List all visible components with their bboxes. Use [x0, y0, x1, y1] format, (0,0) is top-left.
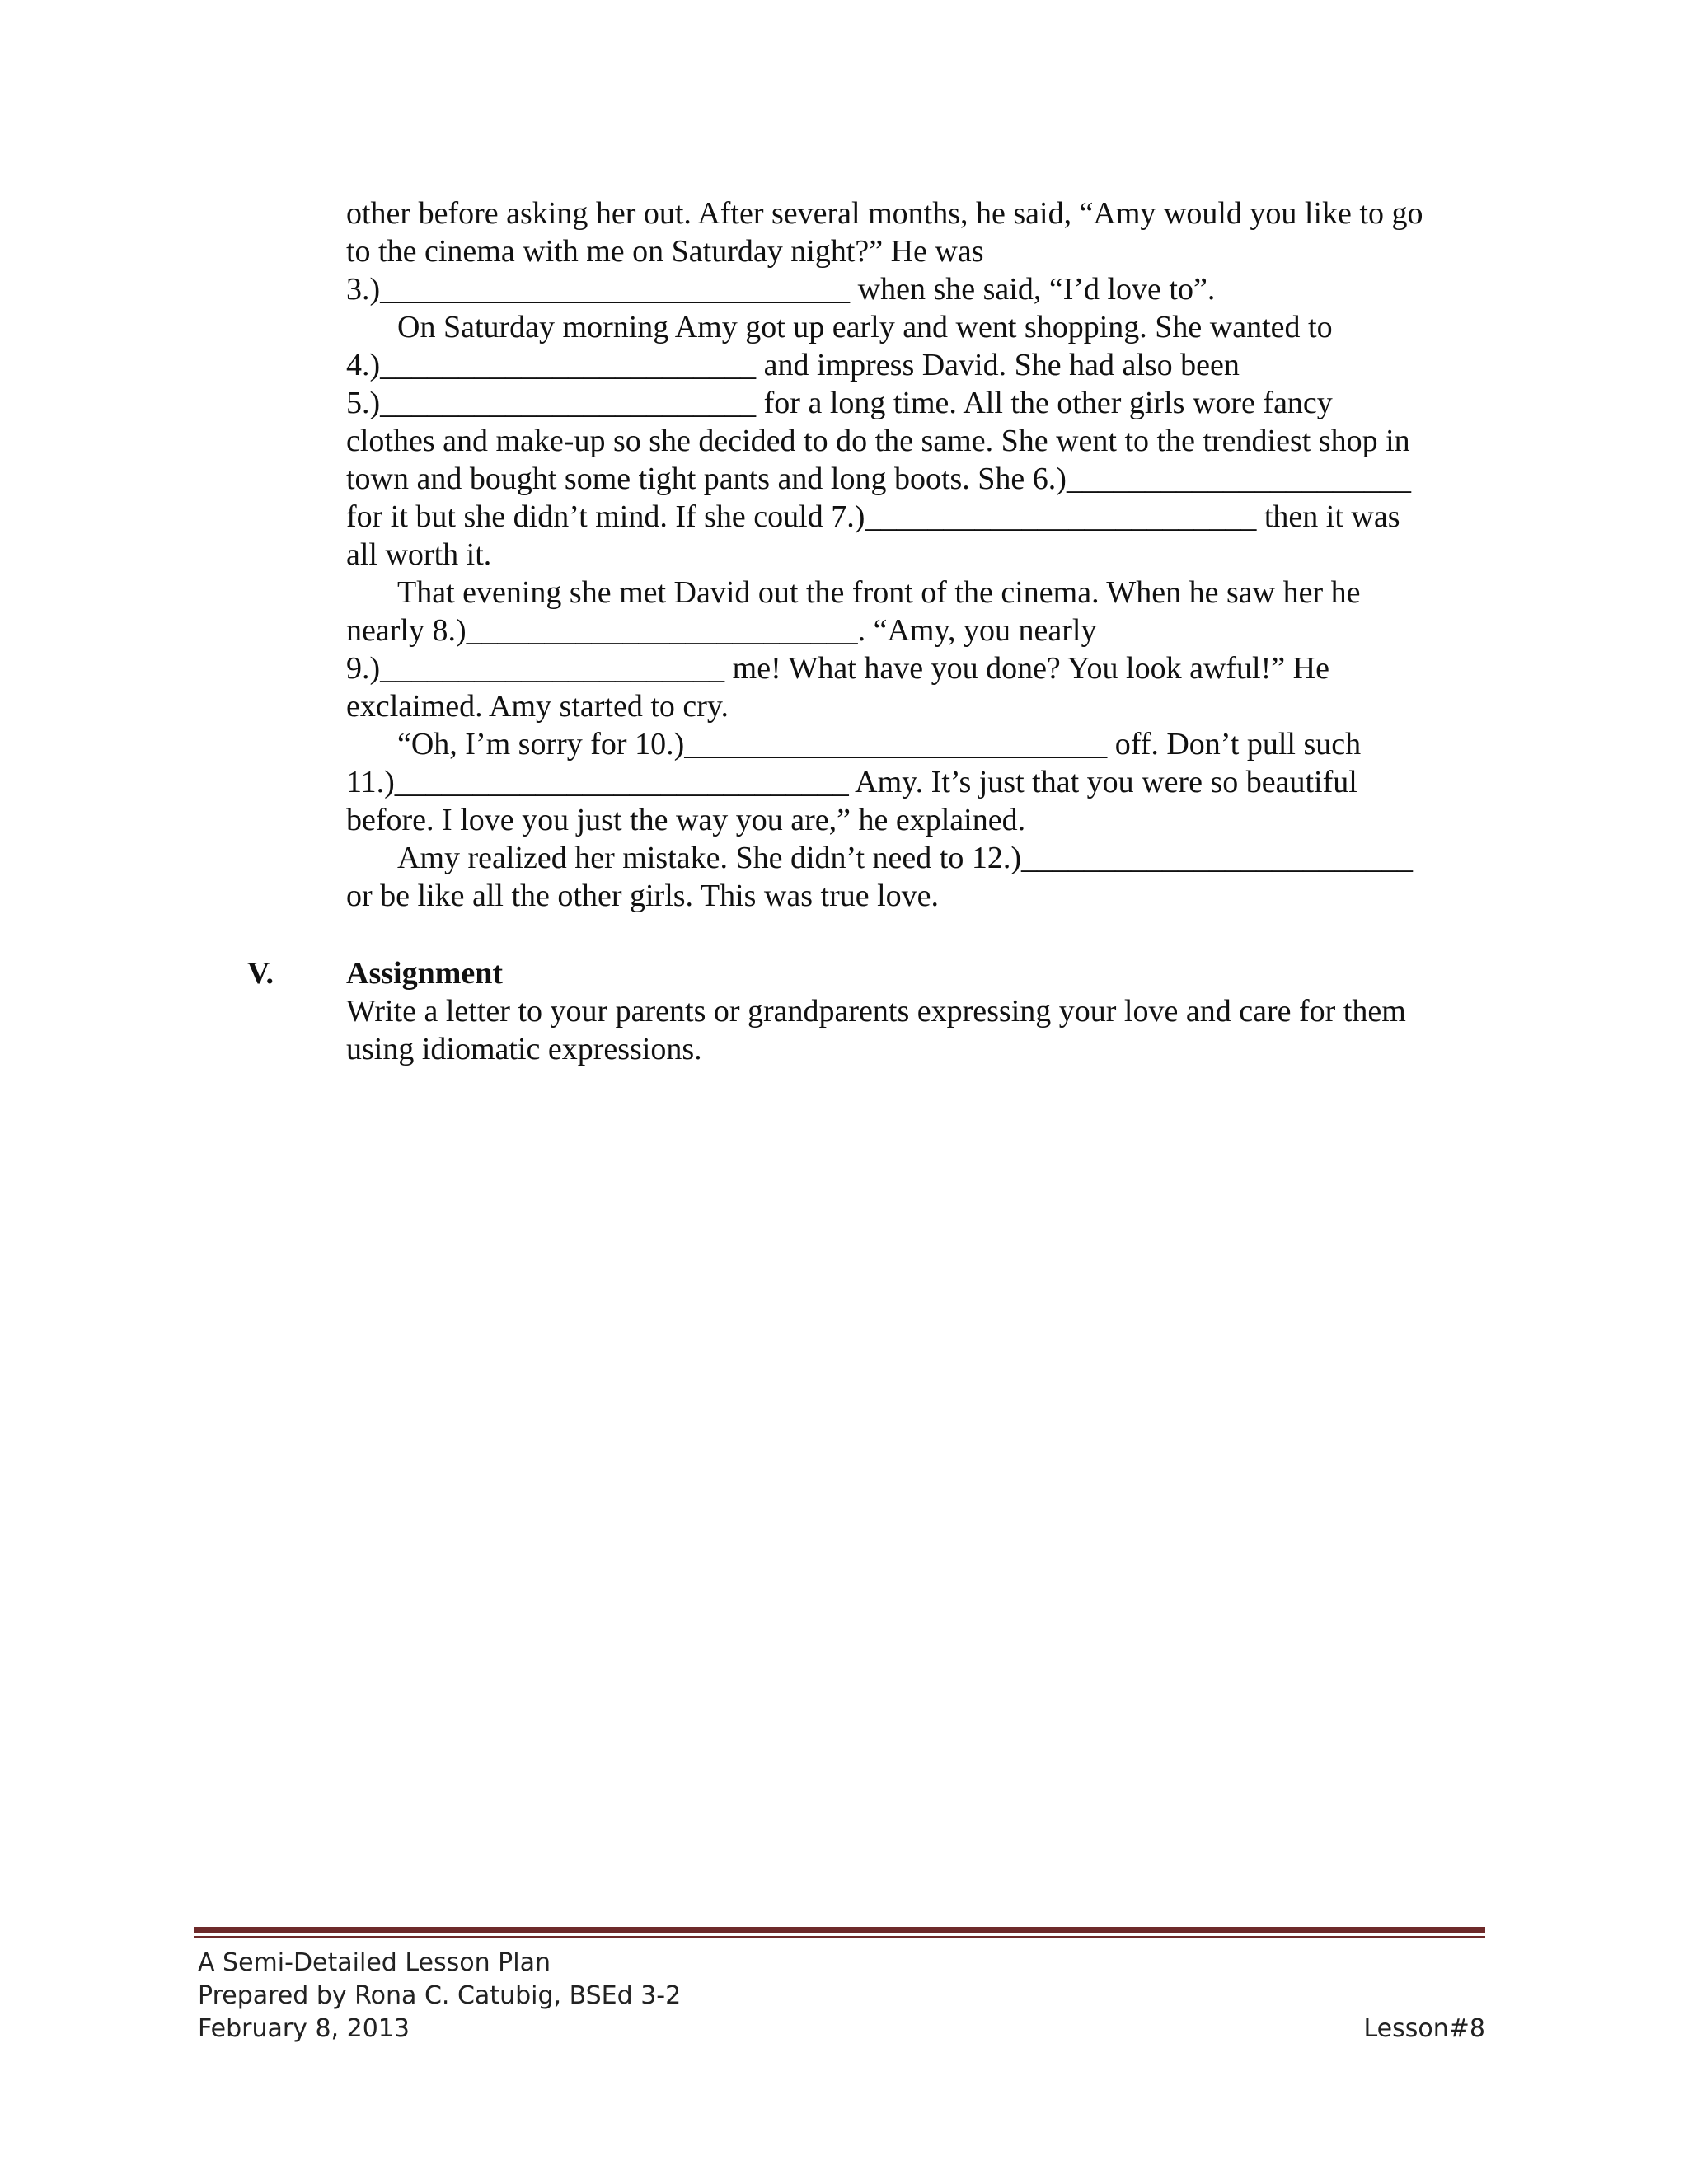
story-line: town and bought some tight pants and long boots. She 6.)______________________	[346, 462, 1411, 496]
story-line: 5.)________________________ for a long time. All the other girls wore fancy	[346, 386, 1333, 420]
story-line: other before asking her out. After several months, he said, “Amy would you like to go	[346, 196, 1423, 231]
footer-divider	[194, 1927, 1485, 1938]
footer-date: February 8, 2013	[198, 2014, 410, 2043]
story-line: clothes and make-up so she decided to do the same. She went to the trendiest shop in	[346, 424, 1410, 458]
story-line: for it but she didn’t mind. If she could 7.)_________________________ then it was	[346, 499, 1400, 534]
story-line: 3.)______________________________ when she said, “I’d love to”.	[346, 272, 1216, 307]
assignment-heading: Assignment	[346, 956, 504, 991]
assignment-line: Write a letter to your parents or grandparents expressing your love and care for them	[346, 994, 1406, 1029]
section-numeral: V.	[247, 956, 274, 991]
story-line: or be like all the other girls. This was true love.	[346, 879, 940, 913]
assignment-line: using idiomatic expressions.	[346, 1032, 702, 1066]
story-line: That evening she met David out the front of the cinema. When he saw her he	[397, 575, 1361, 610]
page-footer	[198, 1947, 1485, 2046]
story-line: On Saturday morning Amy got up early and went shopping. She wanted to	[397, 310, 1333, 344]
story-line: to the cinema with me on Saturday night?” He was	[346, 234, 984, 269]
story-passage	[346, 194, 1500, 915]
story-line: 11.)_____________________________ Amy. It’s just that you were so beautiful	[346, 765, 1357, 799]
story-line: all worth it.	[346, 537, 492, 572]
assignment-body	[346, 954, 1500, 1068]
story-line: exclaimed. Amy started to cry.	[346, 689, 729, 724]
story-line: Amy realized her mistake. She didn’t need to 12.)_________________________	[397, 841, 1413, 875]
story-line: “Oh, I’m sorry for 10.)___________________________ off. Don’t pull such	[397, 727, 1362, 762]
story-line: nearly 8.)_________________________. “Amy, you nearly	[346, 613, 1097, 648]
footer-prepared-by: Prepared by Rona C. Catubig, BSEd 3-2	[198, 1981, 682, 2010]
footer-divider-thick	[194, 1927, 1485, 1933]
footer-title: A Semi-Detailed Lesson Plan	[198, 1948, 551, 1977]
footer-lesson-number: Lesson#8	[1363, 2014, 1485, 2043]
story-line: 4.)________________________ and impress David. She had also been	[346, 348, 1240, 382]
story-line: before. I love you just the way you are,” he explained.	[346, 803, 1026, 837]
story-line: 9.)______________________ me! What have you done? You look awful!” He	[346, 651, 1329, 686]
footer-divider-thin	[194, 1936, 1485, 1938]
